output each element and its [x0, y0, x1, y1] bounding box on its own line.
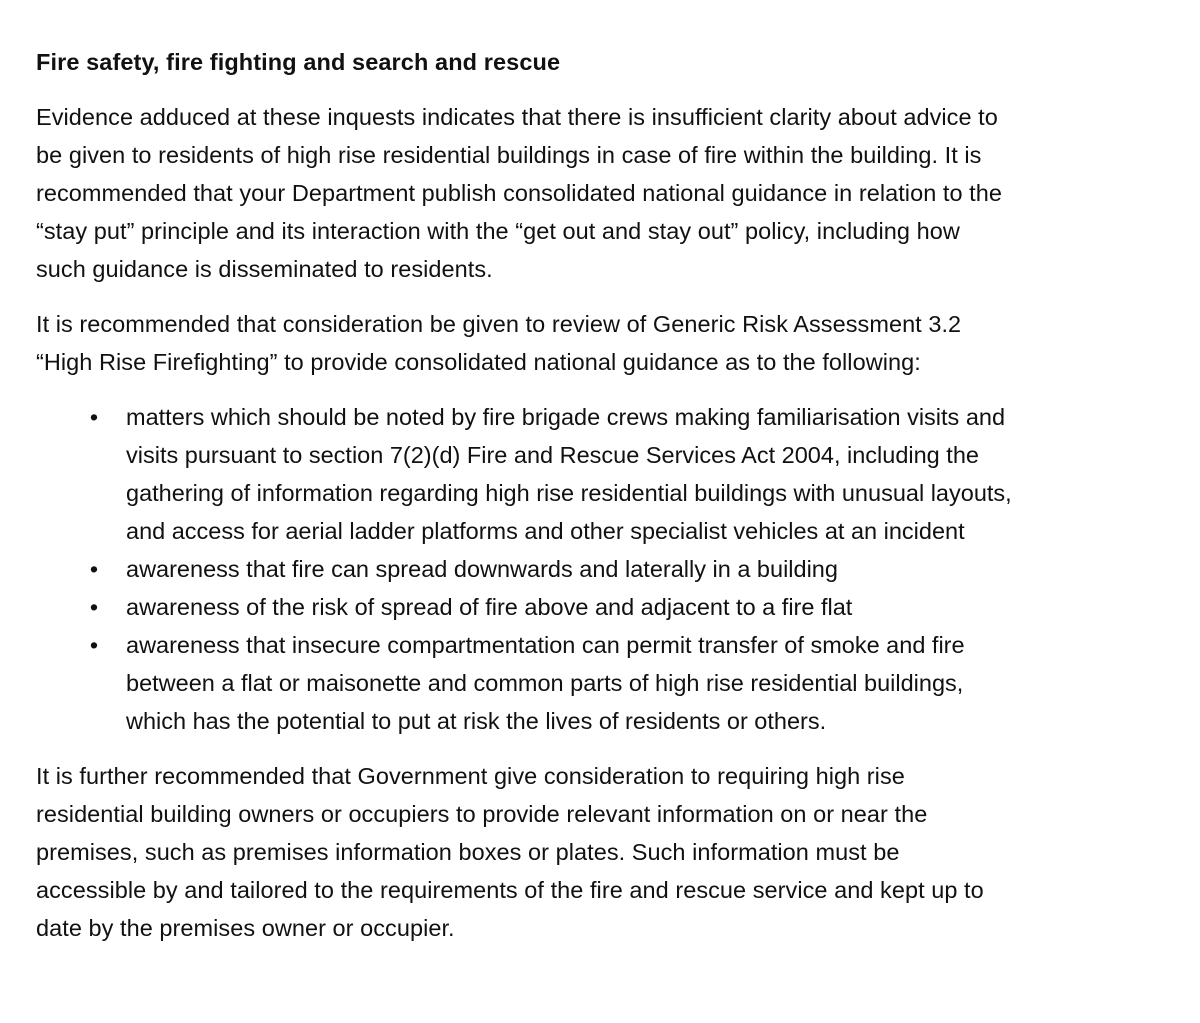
- paragraph-line: be given to residents of high rise residential buildings in case of fire within the building. It is: [36, 142, 982, 168]
- bullet-line: awareness that insecure compartmentation can permit transfer of smoke and fire: [126, 632, 965, 658]
- paragraph-line: “High Rise Firefighting” to provide consolidated national guidance as to the following:: [36, 349, 921, 375]
- bullet-line: between a flat or maisonette and common parts of high rise residential buildings,: [126, 670, 964, 696]
- guidance-bullet-list: [36, 398, 1186, 740]
- bullet-line: matters which should be noted by fire brigade crews making familiarisation visits and: [126, 404, 1006, 430]
- bullet-line: awareness of the risk of spread of fire above and adjacent to a fire flat: [126, 594, 853, 620]
- paragraph-line: “stay put” principle and its interaction with the “get out and stay out” policy, including how: [36, 218, 960, 244]
- bullet-item-downward-spread: [36, 550, 1186, 588]
- bullet-item-familiarisation-visits: [36, 398, 1186, 550]
- bullet-line: awareness that fire can spread downwards and laterally in a building: [126, 556, 838, 582]
- bullet-item-spread-above-adjacent: [36, 588, 1186, 626]
- bullet-point-icon: •: [89, 594, 99, 620]
- bullet-point-icon: •: [89, 632, 99, 658]
- bullet-line: visits pursuant to section 7(2)(d) Fire and Rescue Services Act 2004, including the: [126, 442, 979, 468]
- paragraph-line: Evidence adduced at these inquests indicates that there is insufficient clarity about advice to: [36, 104, 998, 130]
- paragraph-premises-information: [36, 757, 1186, 947]
- paragraph-line: residential building owners or occupiers to provide relevant information on or near the: [36, 801, 928, 827]
- section-heading: Fire safety, fire fighting and search and rescue: [36, 49, 561, 75]
- paragraph-line: It is recommended that consideration be given to review of Generic Risk Assessment 3.2: [36, 311, 962, 337]
- bullet-line: gathering of information regarding high rise residential buildings with unusual layouts,: [126, 480, 1012, 506]
- paragraph-line: date by the premises owner or occupier.: [36, 915, 455, 941]
- paragraph-risk-assessment-review: [36, 305, 1186, 381]
- paragraph-line: such guidance is disseminated to residents.: [36, 256, 493, 282]
- bullet-item-compartmentation: [36, 626, 1186, 740]
- bullet-line: and access for aerial ladder platforms and other specialist vehicles at an incident: [126, 518, 965, 544]
- paragraph-line: accessible by and tailored to the requirements of the fire and rescue service and kept up to: [36, 877, 984, 903]
- bullet-point-icon: •: [89, 404, 99, 430]
- paragraph-line: It is further recommended that Government give consideration to requiring high rise: [36, 763, 905, 789]
- paragraph-line: recommended that your Department publish consolidated national guidance in relation to the: [36, 180, 1002, 206]
- document-page: [36, 48, 1186, 964]
- paragraph-line: premises, such as premises information boxes or plates. Such information must be: [36, 839, 900, 865]
- bullet-point-icon: •: [89, 556, 99, 582]
- bullet-line: which has the potential to put at risk the lives of residents or others.: [126, 708, 827, 734]
- paragraph-stay-put-guidance: [36, 98, 1186, 288]
